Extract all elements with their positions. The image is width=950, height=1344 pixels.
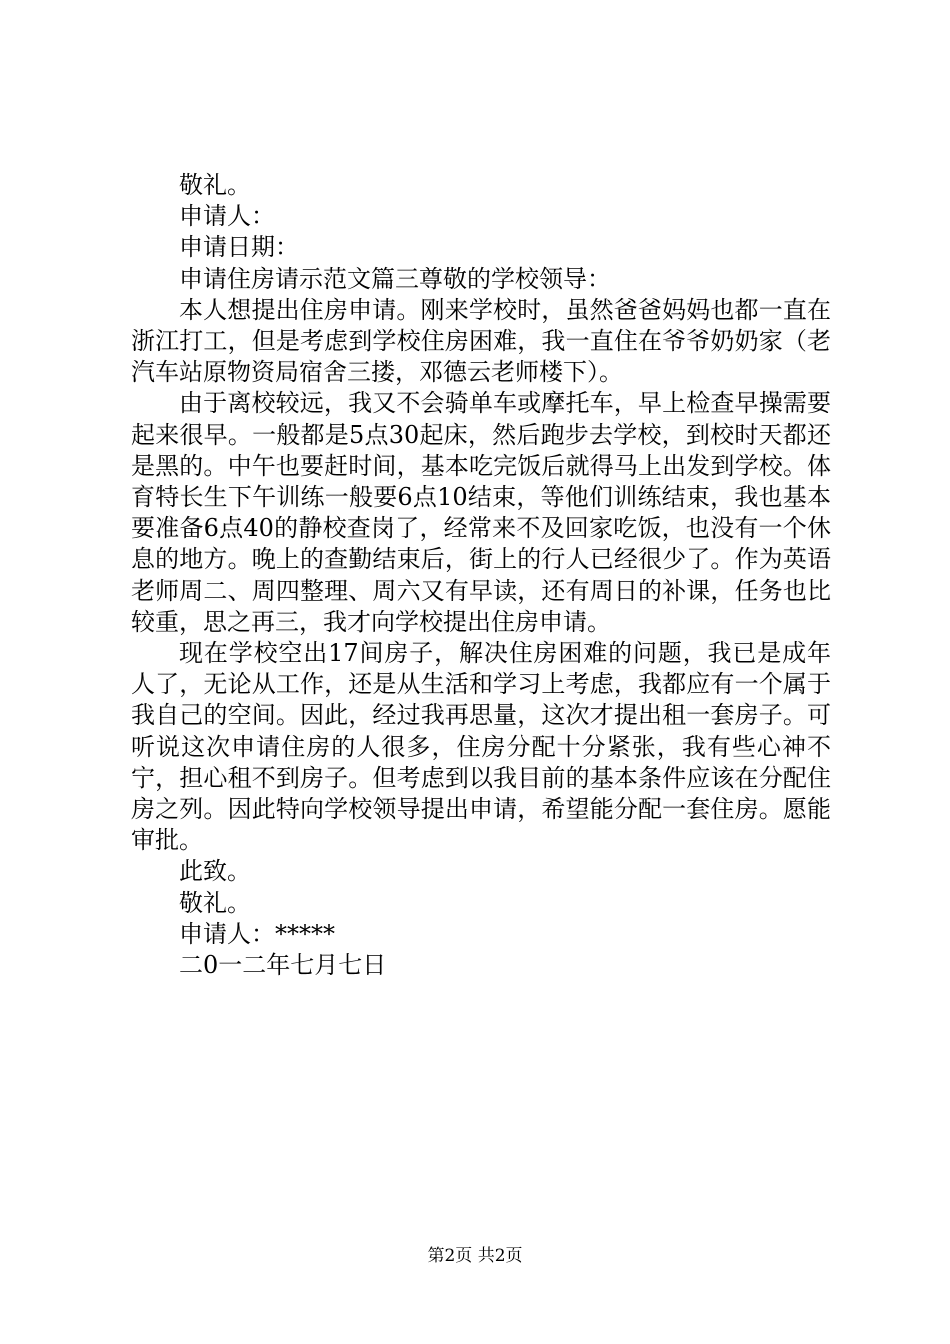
closing-salutation: 敬礼。 (179, 171, 251, 199)
paragraph-reasons: 由于离校较远，我又不会骑单车或摩托车，早上检查早操需要起来很早。一般都是5点30起床，然后跑步去学校，到校时天都还是黑的。中午也要赶时间，基本吃完饭后就得马上出发到学校。体育特长生下午训练一般要6点10结束，等他们训练结束，我也基本要准备6点40的静校查岗了，经常来不及回家吃饭，也没有一个休息的地方。晚上的查勤结束后，街上的行人已经很少了。作为英语老师周二、周四整理、周六又有早读，还有周日的补课，任务也比较重，思之再三，我才向学校提出住房申请。 (131, 389, 831, 636)
section-heading: 申请住房请示范文篇三尊敬的学校领导： (179, 264, 611, 293)
paragraph-request: 现在学校空出17间房子，解决住房困难的问题，我已是成年人了，无论从工作，还是从生活和学习上考虑，我都应有一个属于我自己的空间。因此，经过我再思量，这次才提出租一套房子。可听说这次申请住房的人很多，住房分配十分紧张，我有些心神不宁，担心租不到房子。但考虑到以我目前的基本条件应该在分配住房之列。因此特向学校领导提出申请，希望能分配一套住房。愿能审批。 (131, 639, 831, 855)
closing-salutation-2: 敬礼。 (179, 888, 251, 917)
document-body (131, 170, 831, 981)
application-date-label: 申请日期： (179, 233, 299, 262)
applicant-label: 申请人： (179, 202, 275, 231)
page-number-footer: 第2页 共2页 (427, 1246, 523, 1266)
paragraph-intro: 本人想提出住房申请。刚来学校时，虽然爸爸妈妈也都一直在浙江打工，但是考虑到学校住房困难，我一直住在爷爷奶奶家（老汽车站原物资局宿舍三搂，邓德云老师楼下）。 (131, 295, 831, 387)
applicant-signature: 申请人：***** (179, 919, 335, 948)
document-date: 二0一二年七月七日 (179, 951, 387, 980)
closing-greeting: 此致。 (179, 857, 251, 886)
